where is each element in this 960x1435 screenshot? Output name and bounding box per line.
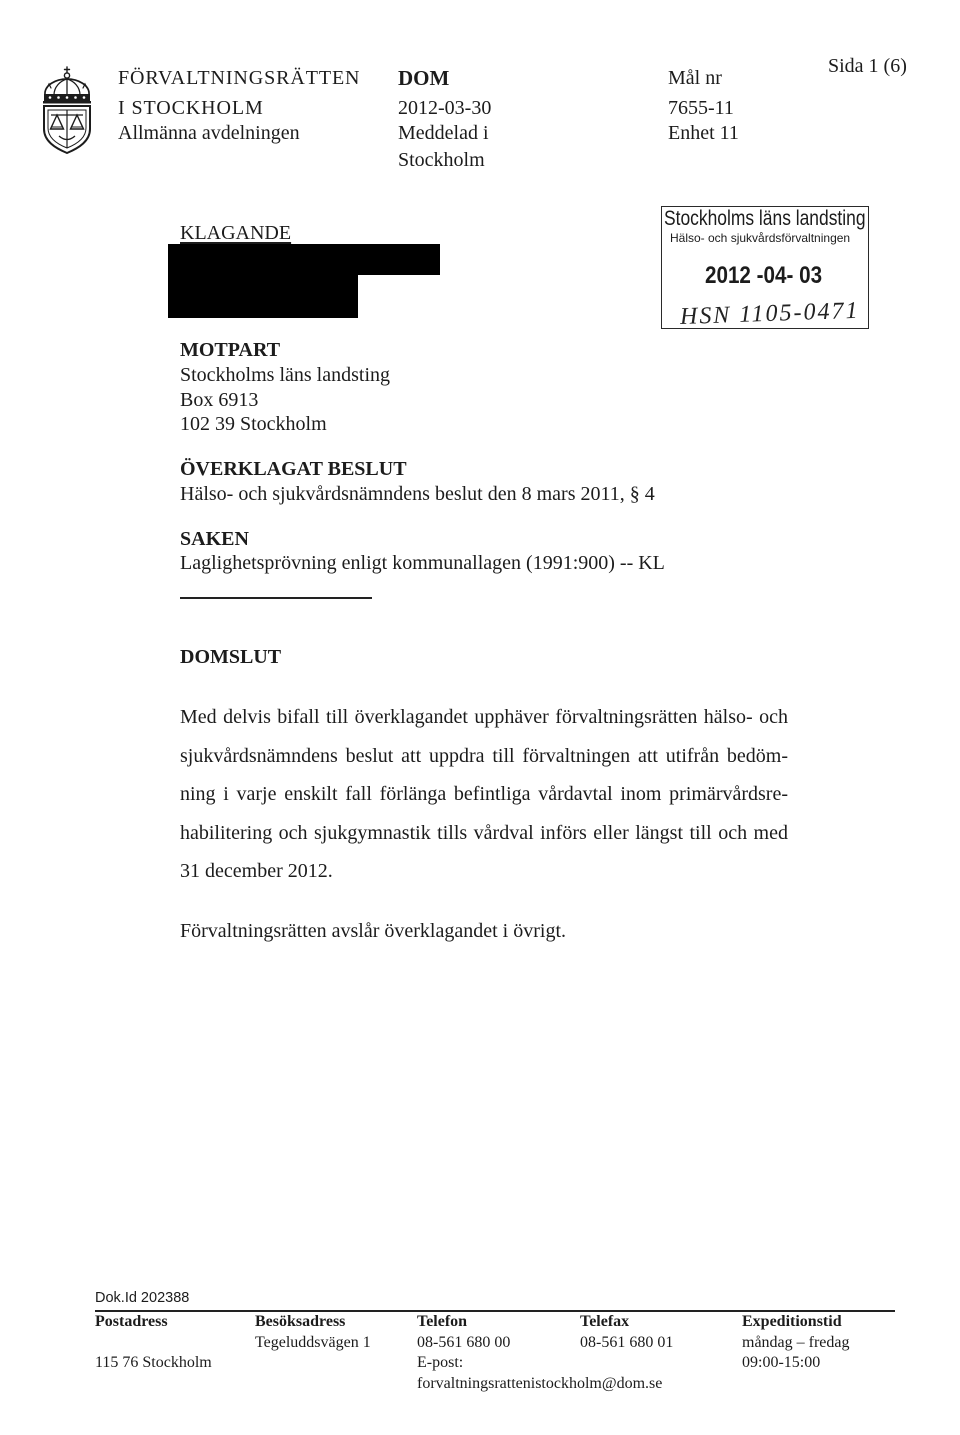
motpart-line: Stockholms läns landsting [180,364,390,386]
footer-office-hours: 09:00-15:00 [742,1354,821,1371]
footer-phone-heading: Telefon [417,1313,468,1330]
footer-email: forvaltningsrattenistockholm@dom.se [417,1375,663,1392]
paragraph-line: Med delvis bifall till överklagandet upphäver förvaltningsrätten hälso- och [180,706,788,728]
footer-email-label: E-post: [417,1354,464,1371]
paragraph-line: 31 december 2012. [180,860,333,882]
stamp-organization: Stockholms läns landsting [664,207,866,230]
stamp-date: 2012 -04- 03 [705,262,823,289]
court-location: I STOCKHOLM [118,97,264,119]
footer-postal-address: 115 76 Stockholm [95,1354,212,1371]
document-id: Dok.Id 202388 [95,1290,190,1306]
footer-phone-number: 08-561 680 00 [417,1334,511,1351]
section-divider [180,597,372,599]
overklagat-beslut-text: Hälso- och sjukvårdsnämndens beslut den 8 mars 2011, § 4 [180,483,655,505]
klagande-heading: KLAGANDE [180,222,292,244]
motpart-line: Box 6913 [180,389,259,411]
footer-visiting-heading: Besöksadress [255,1313,346,1330]
issued-label: Meddelad i [398,122,489,144]
footer-postal-heading: Postadress [95,1313,168,1330]
motpart-line: 102 39 Stockholm [180,413,327,435]
court-name: FÖRVALTNINGSRÄTTEN [118,67,361,89]
footer-office-days: måndag – fredag [742,1334,850,1351]
redaction-block [168,275,358,318]
domslut-heading: DOMSLUT [180,646,282,668]
document-date: 2012-03-30 [398,97,492,119]
paragraph-line: habilitering och sjukgymnastik tills vårdval införs eller längst till och med [180,821,788,844]
footer-visiting-address: Tegeluddsvägen 1 [255,1334,371,1351]
court-department: Allmänna avdelningen [118,122,300,144]
received-stamp [661,206,869,329]
document-type: DOM [398,66,450,90]
saken-text: Laglighetsprövning enligt kommunallagen (1991:900) -- KL [180,552,665,574]
domslut-closing: Förvaltningsrätten avslår överklagandet i övrigt. [180,920,567,942]
unit: Enhet 11 [668,122,739,144]
footer-fax-number: 08-561 680 01 [580,1334,674,1351]
overklagat-beslut-heading: ÖVERKLAGAT BESLUT [180,458,407,480]
coat-of-arms-icon [38,66,96,154]
stamp-handwritten-reference: HSN 1105-0471 [679,297,860,330]
case-number: 7655-11 [668,97,734,119]
issued-place: Stockholm [398,149,485,171]
stamp-department: Hälso- och sjukvårdsförvaltningen [670,231,851,245]
footer-hours-heading: Expeditionstid [742,1313,842,1330]
redaction-block [168,244,440,275]
case-label: Mål nr [668,67,722,89]
motpart-heading: MOTPART [180,339,281,361]
saken-heading: SAKEN [180,528,249,550]
domslut-paragraph [180,698,788,891]
paragraph-line: ning i varje enskilt fall förlänga befintliga vårdavtal inom primärvårdsre- [180,783,788,805]
paragraph-line: sjukvårdsnämndens beslut att uppdra till förvaltningen att utifrån bedöm- [180,744,788,767]
page-indicator: Sida 1 (6) [828,55,907,77]
footer-fax-heading: Telefax [580,1313,630,1330]
